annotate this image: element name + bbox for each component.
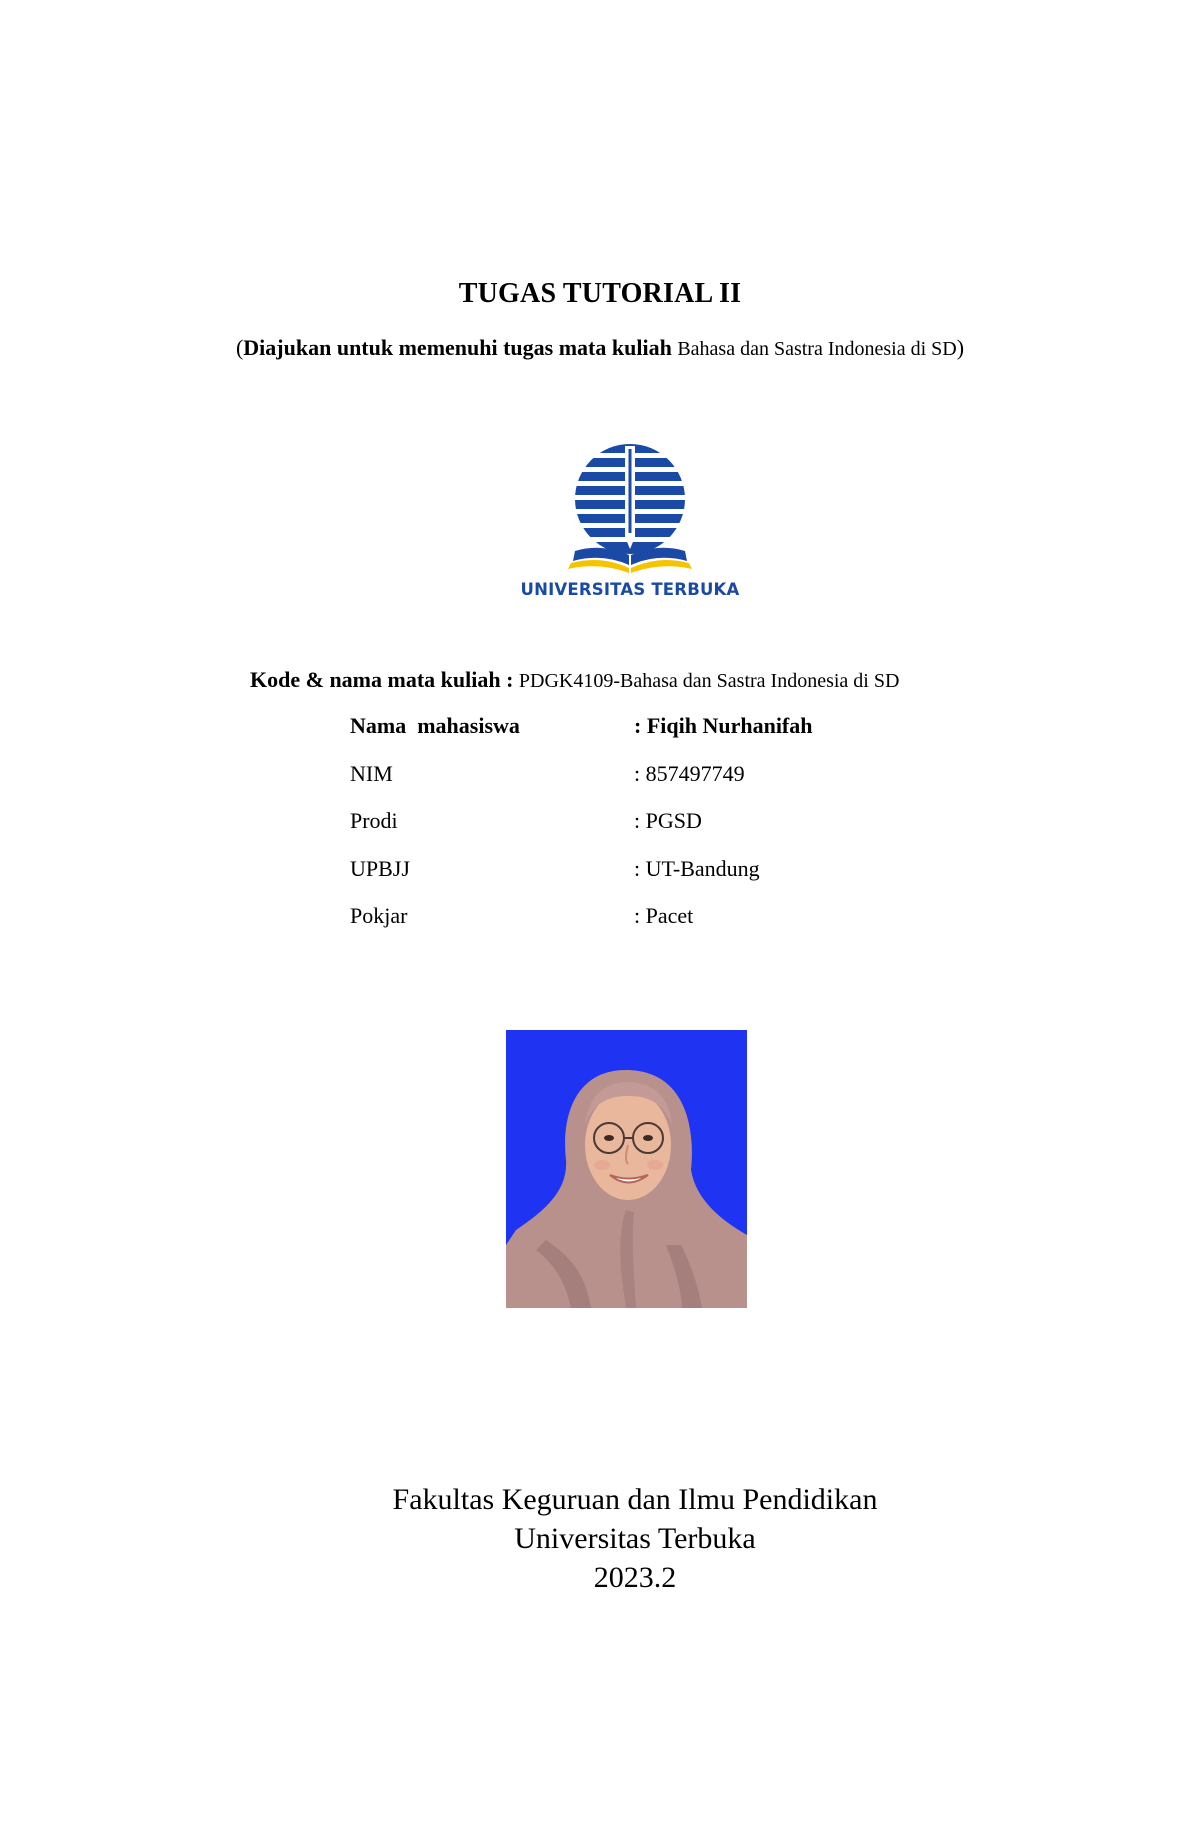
course-label: Kode & nama mata kuliah :	[250, 667, 514, 692]
course-value: PDGK4109-Bahasa dan Sastra Indonesia di SD	[518, 670, 900, 692]
portrait-illustration-icon	[506, 1030, 747, 1308]
logo-wordmark: UNIVERSITAS TERBUKA	[520, 580, 740, 599]
info-key: Nama mahasiswa	[350, 713, 520, 738]
footer-year: 2023.2	[593, 1561, 677, 1594]
info-key: Pokjar	[350, 903, 408, 928]
page-subtitle	[0, 335, 1200, 361]
footer-university: Universitas Terbuka	[514, 1522, 756, 1555]
footer-block	[0, 1480, 1200, 1597]
subtitle-bold-text: Diajukan untuk memenuhi tugas mata kuliah	[243, 335, 672, 360]
course-line	[250, 667, 899, 693]
info-value: : Pacet	[634, 903, 694, 928]
info-key: Prodi	[350, 808, 398, 833]
subtitle-course-name: Bahasa dan Sastra Indonesia di SD	[677, 338, 957, 360]
footer-faculty: Fakultas Keguruan dan Ilmu Pendidikan	[392, 1483, 878, 1516]
info-key: NIM	[350, 760, 393, 786]
info-value: : UT-Bandung	[634, 855, 760, 881]
universitas-terbuka-logo-icon	[517, 425, 743, 605]
info-key: UPBJJ	[350, 855, 410, 881]
info-value: : Fiqih Nurhanifah	[634, 713, 813, 738]
subtitle-open-paren: (	[235, 335, 244, 360]
page-title: TUGAS TUTORIAL II	[458, 278, 742, 309]
student-photo	[506, 1030, 747, 1308]
info-value: : PGSD	[634, 808, 702, 833]
info-value: : 857497749	[634, 760, 745, 786]
subtitle-close-paren: )	[956, 335, 965, 360]
